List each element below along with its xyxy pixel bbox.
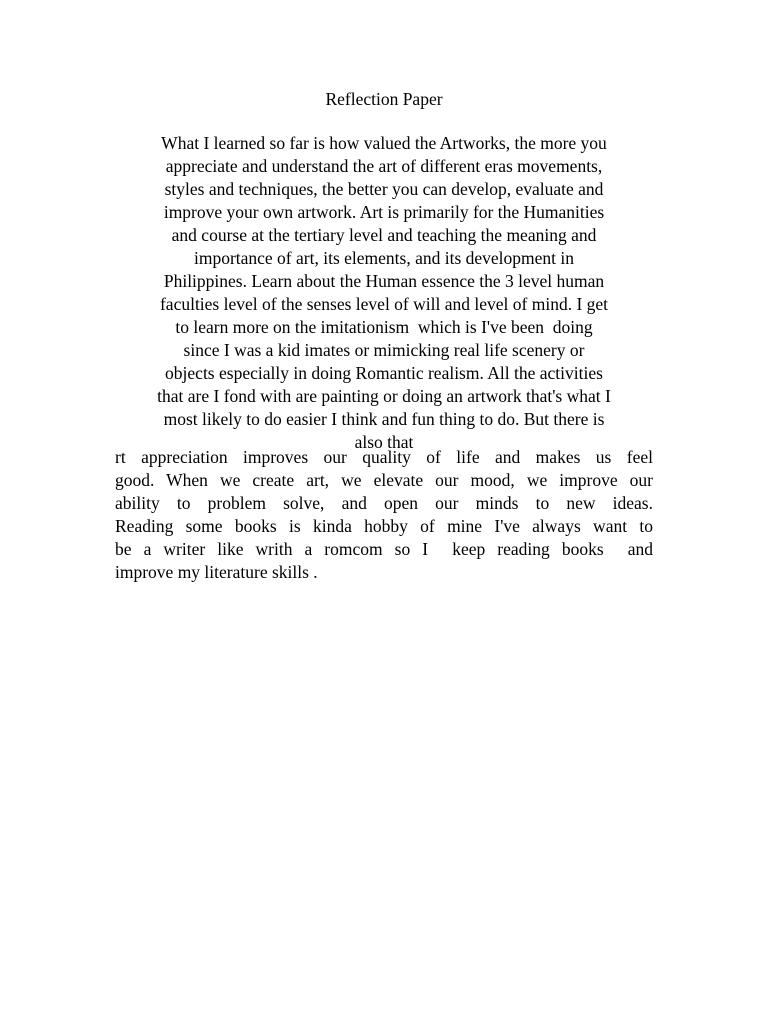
paragraph-line: most likely to do easier I think and fun thing to do. But there is (163, 409, 605, 429)
paragraph-line: faculties level of the senses level of will and level of mind. I get (159, 294, 609, 314)
paragraph-line: also that (354, 432, 414, 452)
paragraph-line: styles and techniques, the better you can develop, evaluate and (164, 179, 604, 199)
paragraph-line: What I learned so far is how valued the Artworks, the more you (161, 133, 607, 153)
paragraph-line: and course at the tertiary level and teaching the meaning and (171, 225, 597, 245)
paragraph-line: good. When we create art, we elevate our mood, we improve our (115, 470, 653, 490)
paragraph-line: be a writer like writh a romcom so I keep reading books and (115, 539, 653, 559)
paragraph-line: Reading some books is kinda hobby of mine I've always want to (115, 516, 653, 536)
paragraph-line: since I was a kid imates or mimicking real life scenery or (183, 340, 585, 360)
paragraph-line: to learn more on the imitationism which is I've been doing (175, 317, 593, 337)
paragraph-line: ability to problem solve, and open our minds to new ideas. (115, 493, 653, 513)
paragraph-line: importance of art, its elements, and its development in (193, 248, 575, 268)
paragraph-line: improve your own artwork. Art is primarily for the Humanities (163, 202, 605, 222)
paragraph-line: appreciate and understand the art of different eras movements, (165, 156, 603, 176)
paragraph-line: rt appreciation improves our quality of life and makes us feel (115, 447, 653, 467)
page-title: Reflection Paper (325, 89, 443, 109)
justified-paragraph (115, 446, 653, 584)
centered-paragraph (100, 132, 668, 454)
paragraph-line: improve my literature skills . (115, 562, 318, 582)
paragraph-line: Philippines. Learn about the Human essence the 3 level human (163, 271, 605, 291)
paragraph-line: objects especially in doing Romantic realism. All the activities (165, 363, 603, 383)
paragraph-line: that are I fond with are painting or doing an artwork that's what I (157, 386, 611, 406)
